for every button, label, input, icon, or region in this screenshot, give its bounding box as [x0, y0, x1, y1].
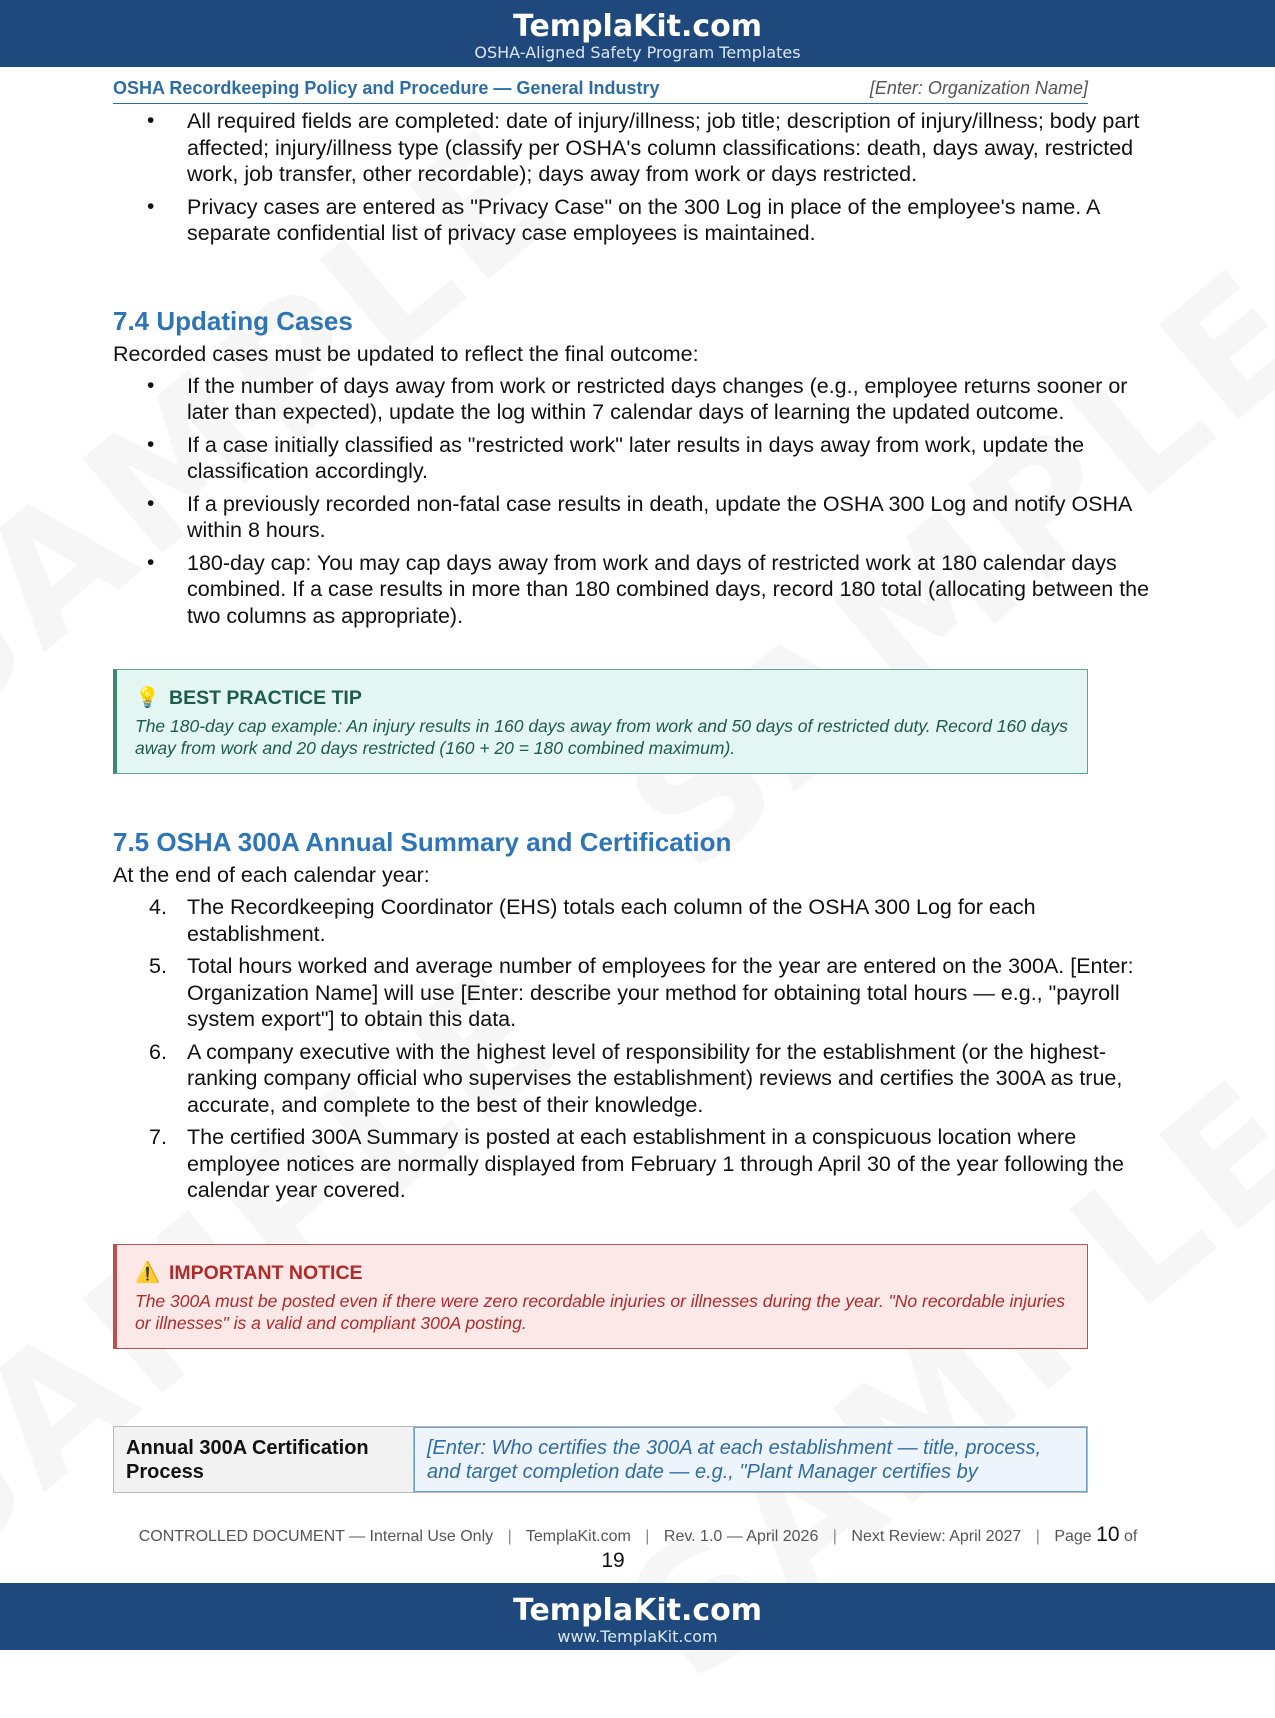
warning-icon: ⚠️: [135, 1261, 160, 1284]
section-heading-7-4: 7.4 Updating Cases: [113, 305, 353, 336]
footer-of-label: of: [1123, 1528, 1138, 1545]
footer-separator: |: [645, 1528, 650, 1545]
organization-placeholder: [Enter: Organization Name]: [869, 78, 1088, 98]
step-number: 7.: [149, 1125, 167, 1149]
list-item: [113, 1124, 1163, 1204]
list-item: • Privacy cases are entered as "Privacy Case" on the 300 Log in place of the employee's name. A separate confidential list of privacy case employees is maintained.: [113, 194, 1163, 247]
footer-page-label: Page: [1054, 1528, 1092, 1545]
step-number: 5.: [149, 954, 167, 978]
certification-steps-list: [113, 894, 1163, 1204]
notice-title: IMPORTANT NOTICE: [169, 1261, 363, 1284]
footer-page-number: 10: [1096, 1523, 1120, 1546]
list-item: • If the number of days away from work or restricted days changes (e.g., employee returns sooner or later than expected), update the log within 7 calendar days of learning the updated outcome.: [113, 373, 1163, 426]
important-notice-callout: [113, 1244, 1088, 1349]
table-value-cell: [Enter: Who certifies the 300A at each establishment — title, process, and target completion date — e.g., "Plant Manager certifies by: [414, 1427, 1087, 1492]
footer-separator: |: [832, 1528, 837, 1545]
list-item: [113, 894, 1163, 947]
list-item: • All required fields are completed: date of injury/illness; job title; description of injury/illness; body part affected; injury/illness type (classify per OSHA's column classifications: death, days away, restricted work, job transfer, other recordable); days away from work or days restricted.: [113, 108, 1163, 188]
step-text: A company executive with the highest level of responsibility for the establishment (or the highest-ranking company official who supervises the establishment) reviews and certifies the 300A as true, accurate, and complete to the best of their knowledge.: [187, 1039, 1123, 1117]
footer-controlled-label: CONTROLLED DOCUMENT — Internal Use Only: [138, 1528, 494, 1545]
section-heading-7-5: 7.5 OSHA 300A Annual Summary and Certification: [113, 827, 732, 857]
step-text: The certified 300A Summary is posted at each establishment in a conspicuous location where employee notices are normally displayed from February 1 through April 30 of the year following the calendar year covered.: [187, 1125, 1124, 1202]
footer-separator: |: [507, 1528, 512, 1545]
certification-process-table: [113, 1426, 1088, 1493]
tip-title: BEST PRACTICE TIP: [169, 687, 362, 709]
step-text: Total hours worked and average number of employees for the year are entered on the 300A. [Enter: Organization Name] will use [Enter: describe your method for obtaining total hours — e.g., "payroll system export"] to obtain this data.: [187, 954, 1134, 1031]
brand-title: TemplaKit.com: [512, 9, 762, 44]
bottom-brand-title: TemplaKit.com: [512, 1593, 762, 1628]
tip-body: The 180-day cap example: An injury results in 160 days away from work and 50 days of restricted duty. Record 160 days away from work and 20 days restricted (160 + 20 = 180 combined maximum).: [135, 716, 1068, 758]
footer-page-total: 19: [601, 1549, 625, 1572]
updating-cases-list: [113, 373, 1163, 630]
bottom-brand-bar: [0, 1583, 1275, 1650]
list-item: [113, 953, 1163, 1033]
document-running-header: [113, 76, 1088, 104]
document-body: [113, 108, 1163, 1349]
list-item: [113, 1039, 1163, 1119]
footer-site: TemplaKit.com: [525, 1528, 631, 1545]
section-7-5-lead: At the end of each calendar year:: [113, 863, 430, 887]
document-title: OSHA Recordkeeping Policy and Procedure — General Industry: [113, 78, 660, 98]
footer-separator: |: [1035, 1528, 1040, 1545]
page-footer: [113, 1523, 1163, 1573]
bottom-brand-url: www.TemplaKit.com: [557, 1627, 718, 1646]
list-item: • 180-day cap: You may cap days away from work and days of restricted work at 180 calendar days combined. If a case results in more than 180 combined days, record 180 total (allocating between the two columns as appropriate).: [113, 550, 1163, 630]
step-text: The Recordkeeping Coordinator (EHS) totals each column of the OSHA 300 Log for each establishment.: [187, 895, 1036, 946]
top-brand-bar: [0, 0, 1275, 67]
step-number: 6.: [149, 1039, 167, 1064]
intro-bullet-list: [113, 108, 1163, 247]
best-practice-tip-callout: [113, 669, 1088, 774]
step-number: 4.: [149, 895, 167, 919]
footer-next-review: Next Review: April 2027: [851, 1528, 1022, 1545]
lightbulb-icon: 💡: [135, 687, 160, 709]
brand-tagline: OSHA-Aligned Safety Program Templates: [474, 43, 801, 62]
list-item: • If a previously recorded non-fatal case results in death, update the OSHA 300 Log and notify OSHA within 8 hours.: [113, 491, 1163, 544]
table-label-cell: Annual 300A Certification Process: [114, 1427, 414, 1492]
notice-body: The 300A must be posted even if there were zero recordable injuries or illnesses during the year. "No recordable injuries or illnesses" is a valid and compliant 300A posting.: [135, 1290, 1065, 1333]
list-item: • If a case initially classified as "restricted work" later results in days away from work, update the classification accordingly.: [113, 432, 1163, 485]
section-7-4-lead: Recorded cases must be updated to reflect the final outcome:: [113, 341, 699, 366]
footer-revision: Rev. 1.0 — April 2026: [663, 1528, 819, 1545]
